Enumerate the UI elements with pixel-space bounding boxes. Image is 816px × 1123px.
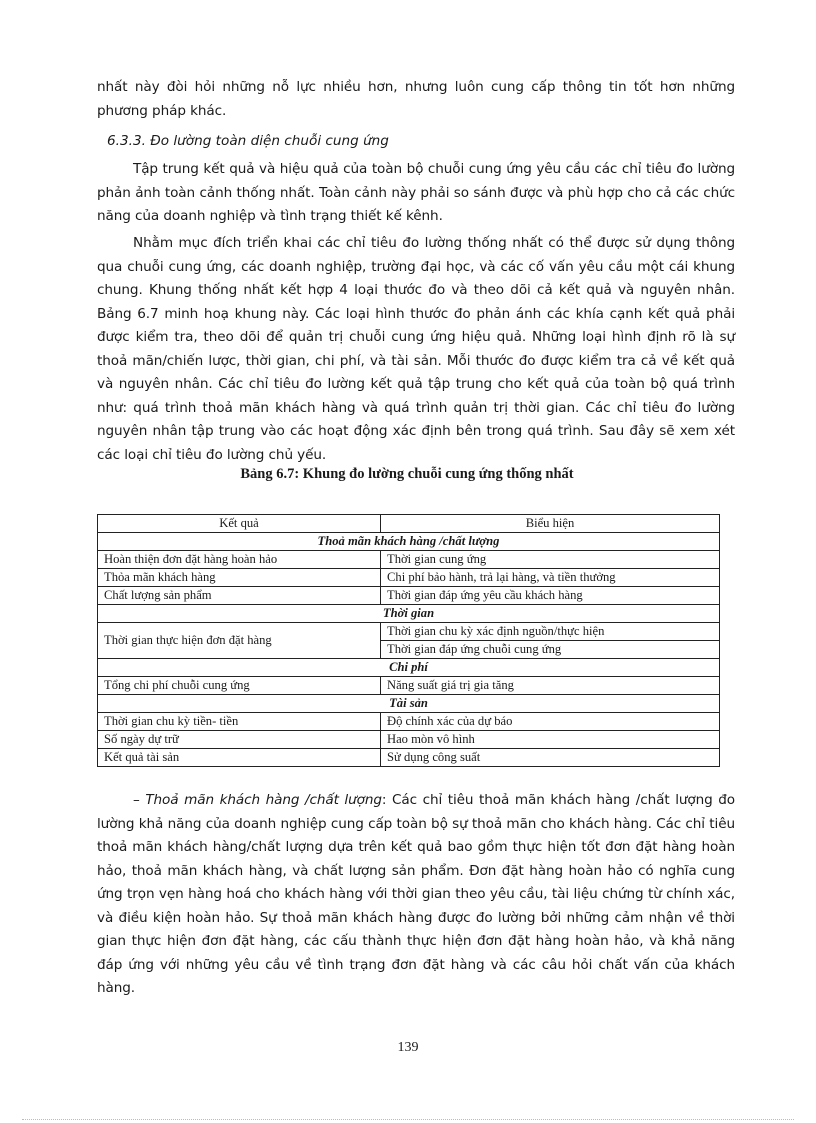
- result-cell: Tổng chi phí chuỗi cung ứng: [98, 677, 381, 695]
- indicator-cell: Hao mòn vô hình: [381, 731, 720, 749]
- table-row: [98, 587, 720, 605]
- paragraph-2-text: Tập trung kết quả và hiệu quả của toàn bộ chuỗi cung ứng yêu cầu các chỉ tiêu đo lường phản ảnh toàn cảnh thống nhất. Toàn cảnh này phải so sánh được và phù hợp cho cả các chức năng của doanh nghiệp và tình trạng thiết kế kênh.: [97, 161, 735, 224]
- result-cell: Thỏa mãn khách hàng: [98, 569, 381, 587]
- paragraph-3: [97, 232, 735, 467]
- paragraph-4: [97, 789, 735, 1001]
- paragraph-1-text: nhất này đòi hỏi những nỗ lực nhiều hơn, nhưng luôn cung cấp thông tin tốt hơn những phương pháp khác.: [97, 79, 735, 119]
- table-row: [98, 731, 720, 749]
- table-row: [98, 569, 720, 587]
- paragraph-3-text: Nhằm mục đích triển khai các chỉ tiêu đo lường thống nhất có thể được sử dụng thông qua chuỗi cung ứng, các doanh nghiệp, trường đại học, và các cố vấn yêu cầu một cái khung chung. Khung thống nhất kết hợp 4 loại thước đo và theo dõi cả kết quả và nguyên nhân. Bảng 6.7 minh hoạ khung này. Các loại hình thước đo phản ánh các khía cạnh kết quả phải được kiểm tra, theo dõi để quản trị chuỗi cung ứng hiệu quả. Những loại hình định rõ là sự thoả mãn/chiến lược, thời gian, chi phí, và tài sản. Mỗi thước đo được kiểm tra cả về kết quả và nguyên nhân. Các chỉ tiêu đo lường kết quả tập trung cho kết quả của toàn bộ quá trình như: quá trình thoả mãn khách hàng và quá trình quản trị thời gian. Các chỉ tiêu đo lường nguyên nhân tập trung vào các hoạt động xác định bên trong quá trình. Sau đây sẽ xem xét các loại chỉ tiêu đo lường chủ yếu.: [97, 235, 735, 463]
- group-satisfaction: Thoả mãn khách hàng /chất lượng: [98, 533, 720, 551]
- table-caption: Bảng 6.7: Khung đo lường chuỗi cung ứng thống nhất: [240, 466, 574, 482]
- paragraph-4-lead: Thoả mãn khách hàng /chất lượng: [145, 792, 382, 808]
- paragraph-4-body: : Các chỉ tiêu thoả mãn khách hàng /chất lượng đo lường khả năng của doanh nghiệp cung cấp toàn bộ sự thoả mãn cho khách hàng. Các chỉ tiêu thoả mãn khách hàng/chất lượng dựa trên kết quả bao gồm thực hiện tốt đơn đặt hàng hoàn hảo, thoả mãn khách hàng, và chất lượng sản phẩm. Đơn đặt hàng hoàn hảo có nghĩa cung ứng trọn vẹn hàng hoá cho khách hàng với thời gian theo yêu cầu, tài liệu chứng từ chính xác, và điều kiện hoàn hảo. Sự thoả mãn khách hàng được đo lường bởi những cảm nhận về thời gian thực hiện đơn đặt hàng, các cấu thành thực hiện đơn đặt hàng hoàn hảo, và khả năng đáp ứng với những yêu cầu về tình trạng đơn đặt hàng và các câu hỏi chất vấn của khách hàng.: [97, 792, 736, 996]
- table-row: [98, 551, 720, 569]
- group-cost: Chi phí: [98, 659, 720, 677]
- table-row: [98, 749, 720, 767]
- indicator-cell: Thời gian đáp ứng yêu cầu khách hàng: [381, 587, 720, 605]
- table-row: [98, 713, 720, 731]
- indicator-cell: Thời gian chu kỳ xác định nguồn/thực hiện: [381, 623, 720, 641]
- indicator-cell: Thời gian đáp ứng chuỗi cung ứng: [381, 641, 720, 659]
- group-assets: Tài sản: [98, 695, 720, 713]
- table-header-row: [98, 515, 720, 533]
- group-row: [98, 659, 720, 677]
- measurement-framework-table: [97, 514, 720, 767]
- group-time: Thời gian: [98, 605, 720, 623]
- result-cell: Thời gian thực hiện đơn đặt hàng: [98, 623, 381, 659]
- indicator-cell: Độ chính xác của dự báo: [381, 713, 720, 731]
- section-heading: 6.3.3. Đo lường toàn diện chuỗi cung ứng: [107, 133, 389, 149]
- indicator-cell: Thời gian cung ứng: [381, 551, 720, 569]
- result-cell: Chất lượng sản phẩm: [98, 587, 381, 605]
- table-row: [98, 677, 720, 695]
- paragraph-2: [97, 158, 735, 229]
- result-cell: Thời gian chu kỳ tiền- tiền: [98, 713, 381, 731]
- group-row: [98, 533, 720, 551]
- table-row: [98, 623, 720, 641]
- group-row: [98, 695, 720, 713]
- indicator-cell: Chi phí bảo hành, trả lại hàng, và tiền thưởng: [381, 569, 720, 587]
- indicator-cell: Năng suất giá trị gia tăng: [381, 677, 720, 695]
- result-cell: Hoàn thiện đơn đặt hàng hoàn hảo: [98, 551, 381, 569]
- indicator-cell: Sử dụng công suất: [381, 749, 720, 767]
- page-bottom-divider: [22, 1119, 794, 1120]
- paragraph-4-text: – Thoả mãn khách hàng /chất lượng: Các chỉ tiêu thoả mãn khách hàng /chất lượng đo lường khả năng của doanh nghiệp cung cấp toàn bộ sự thoả mãn cho khách hàng. Các chỉ tiêu thoả mãn khách hàng/chất lượng dựa trên kết quả bao gồm thực hiện tốt đơn đặt hàng hoàn hảo, thoả mãn khách hàng, và chất lượng sản phẩm. Đơn đặt hàng hoàn hảo có nghĩa cung ứng trọn vẹn hàng hoá cho khách hàng với thời gian theo yêu cầu, tài liệu chứng từ chính xác, và điều kiện hoàn hảo. Sự thoả mãn khách hàng được đo lường bởi những cảm nhận về thời gian thực hiện đơn đặt hàng, các cấu thành thực hiện đơn đặt hàng hoàn hảo, và khả năng đáp ứng với những yêu cầu về tình trạng đơn đặt hàng và các câu hỏi chất vấn của khách hàng.: [97, 792, 736, 996]
- page-number: 139: [397, 1040, 419, 1055]
- header-indicator: Biểu hiện: [381, 515, 720, 533]
- result-cell: Kết quả tài sản: [98, 749, 381, 767]
- header-result: Kết quả: [98, 515, 381, 533]
- result-cell: Số ngày dự trữ: [98, 731, 381, 749]
- paragraph-continued: [97, 76, 735, 123]
- group-row: [98, 605, 720, 623]
